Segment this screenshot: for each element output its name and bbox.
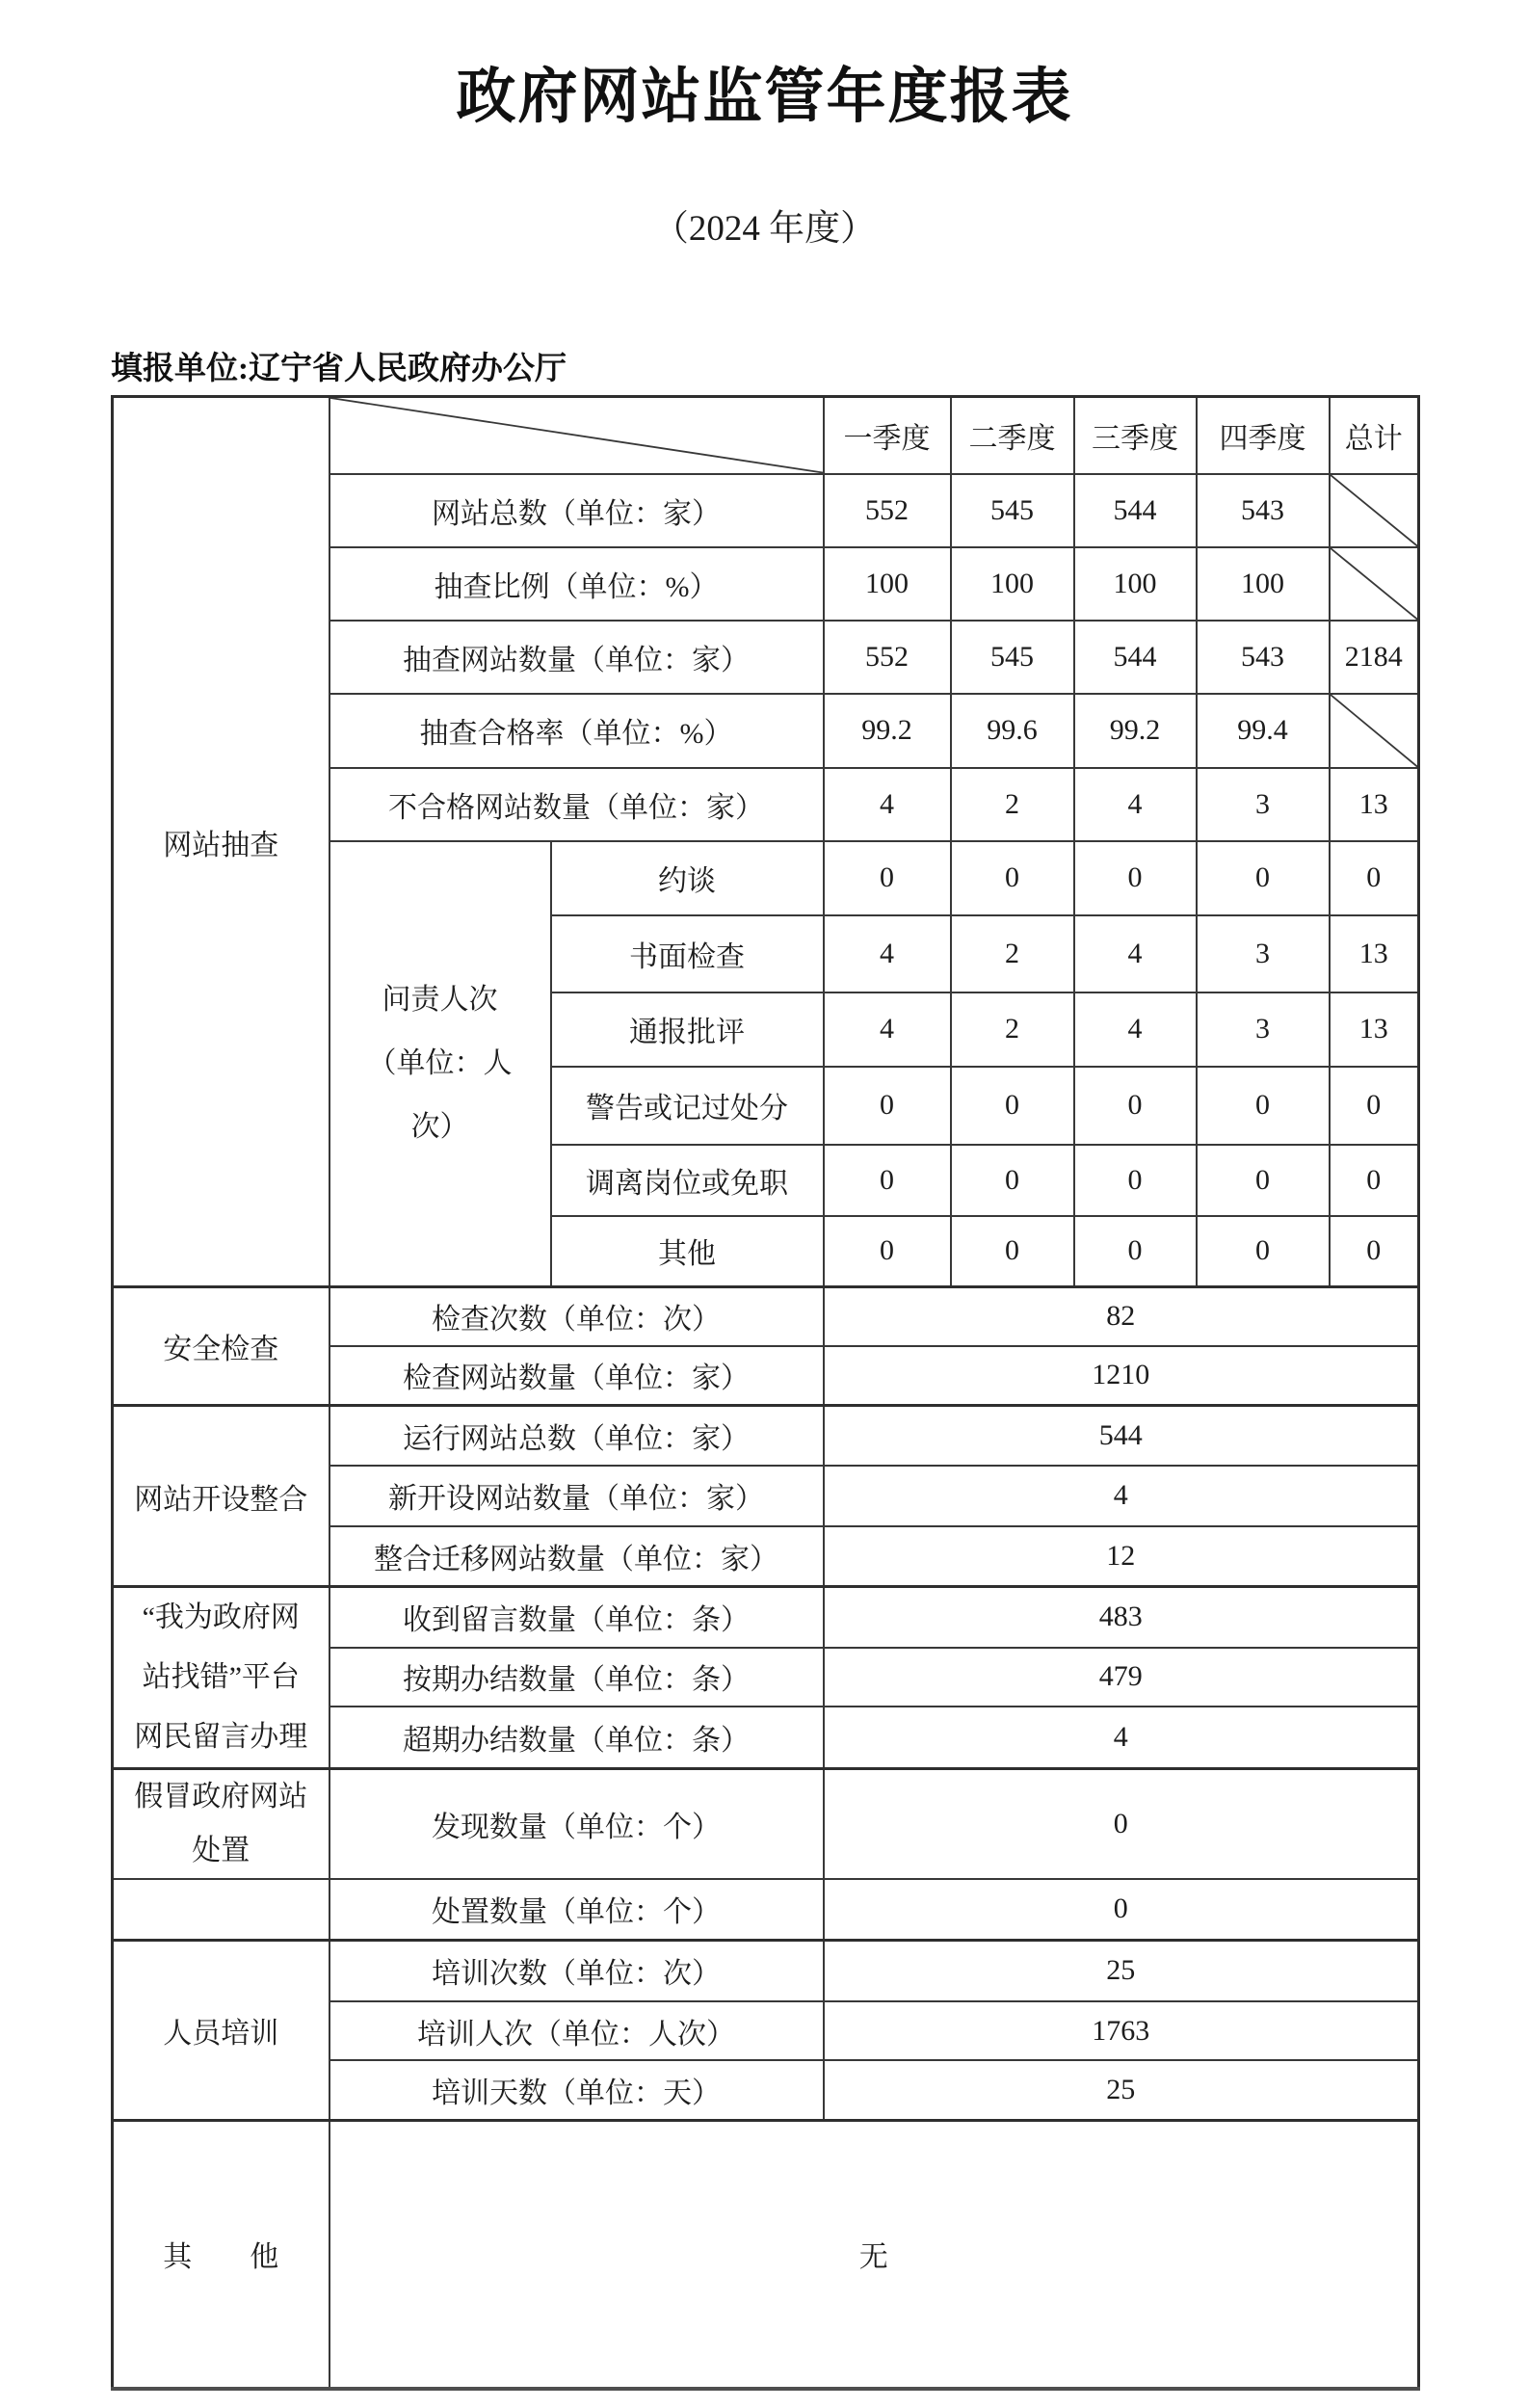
q3-value: 0 [1074, 1067, 1197, 1145]
q2-value: 545 [951, 621, 1074, 694]
row-label: 培训次数（单位：次） [330, 1940, 824, 2001]
q1-value: 99.2 [824, 694, 951, 768]
merged-value: 0 [824, 1879, 1419, 1940]
row-label: 新开设网站数量（单位：家） [330, 1466, 824, 1526]
merged-value: 4 [824, 1466, 1419, 1526]
table-row [113, 1587, 1419, 1648]
diagonal-line [330, 398, 823, 473]
row-label: 运行网站总数（单位：家） [330, 1406, 824, 1466]
q4-value: 0 [1197, 1067, 1330, 1145]
q2-value: 100 [951, 547, 1074, 621]
accountability-label-line: 次） [410, 1110, 469, 1143]
total-diagonal-cell [1330, 694, 1419, 768]
table-header-row [113, 397, 1419, 474]
header-diagonal-cell [330, 397, 824, 474]
q4-value: 543 [1197, 621, 1330, 694]
accountability-label-line: （单位：人 [367, 1046, 513, 1079]
diagonal-line [1331, 475, 1418, 546]
q3-value: 0 [1074, 1216, 1197, 1287]
merged-value: 0 [824, 1769, 1419, 1880]
table-row [113, 1940, 1419, 2001]
section-label-line: 网民留言办理 [134, 1721, 308, 1753]
q3-value: 99.2 [1074, 694, 1197, 768]
q4-value: 0 [1197, 1216, 1330, 1287]
row-label: 抽查比例（单位：%） [330, 547, 824, 621]
total-header: 总计 [1330, 397, 1419, 474]
row-label: 调离岗位或免职 [551, 1145, 824, 1216]
section-cell-personnel-training [113, 1940, 330, 2120]
table-row [113, 1879, 1419, 1940]
diagonal-line [1331, 695, 1418, 767]
row-label: 按期办结数量（单位：条） [330, 1648, 824, 1707]
section-cell-fake-website [113, 1769, 330, 1880]
row-label: 培训人次（单位：人次） [330, 2001, 824, 2060]
row-label: 警告或记过处分 [551, 1067, 824, 1145]
section-cell-website-integration [113, 1406, 330, 1587]
q3-value: 544 [1074, 474, 1197, 547]
row-label: 发现数量（单位：个） [330, 1769, 824, 1880]
row-label: 超期办结数量（单位：条） [330, 1707, 824, 1768]
q3-value: 544 [1074, 621, 1197, 694]
accountability-label-line: 问责人次 [382, 983, 498, 1016]
quarter-header-q1: 一季度 [824, 397, 951, 474]
q2-value: 99.6 [951, 694, 1074, 768]
q1-value: 0 [824, 1216, 951, 1287]
q3-value: 0 [1074, 841, 1197, 915]
q2-value: 0 [951, 1145, 1074, 1216]
q3-value: 4 [1074, 768, 1197, 841]
merged-value: 无 [330, 2120, 1419, 2389]
q2-value: 0 [951, 841, 1074, 915]
table-row [113, 1769, 1419, 1880]
total-value: 2184 [1330, 621, 1419, 694]
row-label: 检查网站数量（单位：家） [330, 1346, 824, 1406]
total-value: 0 [1330, 1067, 1419, 1145]
section-label-line: 假冒政府网站 [134, 1781, 308, 1813]
q4-value: 99.4 [1197, 694, 1330, 768]
row-label: 收到留言数量（单位：条） [330, 1587, 824, 1648]
merged-value: 25 [824, 1940, 1419, 2001]
section-label: 安全检查 [163, 1334, 279, 1365]
accountability-label-cell [330, 841, 551, 1287]
total-diagonal-cell [1330, 547, 1419, 621]
row-label: 抽查合格率（单位：%） [330, 694, 824, 768]
section-cell-website-sampling [113, 397, 330, 1287]
total-value: 0 [1330, 841, 1419, 915]
q1-value: 0 [824, 1145, 951, 1216]
merged-value: 4 [824, 1707, 1419, 1768]
row-label: 约谈 [551, 841, 824, 915]
row-label: 其他 [551, 1216, 824, 1287]
report-table [111, 395, 1420, 2391]
q2-value: 2 [951, 992, 1074, 1067]
merged-value: 12 [824, 1526, 1419, 1587]
section-cell-empty [113, 1879, 330, 1940]
q3-value: 100 [1074, 547, 1197, 621]
section-label: 人员培训 [163, 2017, 279, 2050]
quarter-header-q4: 四季度 [1197, 397, 1330, 474]
total-value: 13 [1330, 992, 1419, 1067]
merged-value: 1763 [824, 2001, 1419, 2060]
merged-value: 82 [824, 1287, 1419, 1346]
row-label: 网站总数（单位：家） [330, 474, 824, 547]
row-label: 书面检查 [551, 915, 824, 992]
total-value: 0 [1330, 1216, 1419, 1287]
quarter-header-q3: 三季度 [1074, 397, 1197, 474]
q3-value: 0 [1074, 1145, 1197, 1216]
q2-value: 2 [951, 768, 1074, 841]
table-row [113, 2120, 1419, 2389]
section-label-line: “我为政府网 [142, 1601, 300, 1633]
q4-value: 0 [1197, 1145, 1330, 1216]
q4-value: 3 [1197, 768, 1330, 841]
merged-value: 25 [824, 2060, 1419, 2120]
section-cell-other: 其 他 [113, 2120, 330, 2389]
q1-value: 0 [824, 1067, 951, 1145]
q1-value: 552 [824, 474, 951, 547]
merged-value: 544 [824, 1406, 1419, 1466]
row-label: 培训天数（单位：天） [330, 2060, 824, 2120]
row-label: 通报批评 [551, 992, 824, 1067]
q2-value: 0 [951, 1216, 1074, 1287]
q4-value: 3 [1197, 915, 1330, 992]
q1-value: 0 [824, 841, 951, 915]
q4-value: 0 [1197, 841, 1330, 915]
merged-value: 1210 [824, 1346, 1419, 1406]
row-label: 处置数量（单位：个） [330, 1879, 824, 1940]
q1-value: 552 [824, 621, 951, 694]
total-value: 13 [1330, 768, 1419, 841]
q2-value: 0 [951, 1067, 1074, 1145]
quarter-header-q2: 二季度 [951, 397, 1074, 474]
q2-value: 545 [951, 474, 1074, 547]
section-label-line: 处置 [192, 1835, 250, 1866]
table-row [113, 1287, 1419, 1346]
section-cell-security-check [113, 1287, 330, 1406]
report-title: 政府网站监管年度报表 [456, 64, 1073, 130]
reporting-unit: 填报单位:辽宁省人民政府办公厅 [111, 352, 567, 386]
q4-value: 543 [1197, 474, 1330, 547]
total-diagonal-cell [1330, 474, 1419, 547]
q3-value: 4 [1074, 992, 1197, 1067]
merged-value: 483 [824, 1587, 1419, 1648]
section-cell-error-feedback [113, 1587, 330, 1769]
q1-value: 4 [824, 915, 951, 992]
row-label: 整合迁移网站数量（单位：家） [330, 1526, 824, 1587]
q3-value: 4 [1074, 915, 1197, 992]
q1-value: 4 [824, 768, 951, 841]
total-value: 0 [1330, 1145, 1419, 1216]
merged-value: 479 [824, 1648, 1419, 1707]
section-label: 网站抽查 [163, 829, 279, 861]
row-label: 不合格网站数量（单位：家） [330, 768, 824, 841]
row-label: 抽查网站数量（单位：家） [330, 621, 824, 694]
section-label-line: 站找错”平台 [142, 1661, 300, 1693]
q2-value: 2 [951, 915, 1074, 992]
section-label: 网站开设整合 [134, 1483, 308, 1516]
q1-value: 100 [824, 547, 951, 621]
total-value: 13 [1330, 915, 1419, 992]
table-row [113, 1406, 1419, 1466]
q4-value: 100 [1197, 547, 1330, 621]
q4-value: 3 [1197, 992, 1330, 1067]
row-label: 检查次数（单位：次） [330, 1287, 824, 1346]
q1-value: 4 [824, 992, 951, 1067]
diagonal-line [1331, 548, 1418, 620]
report-year: （2024 年度） [652, 209, 877, 249]
